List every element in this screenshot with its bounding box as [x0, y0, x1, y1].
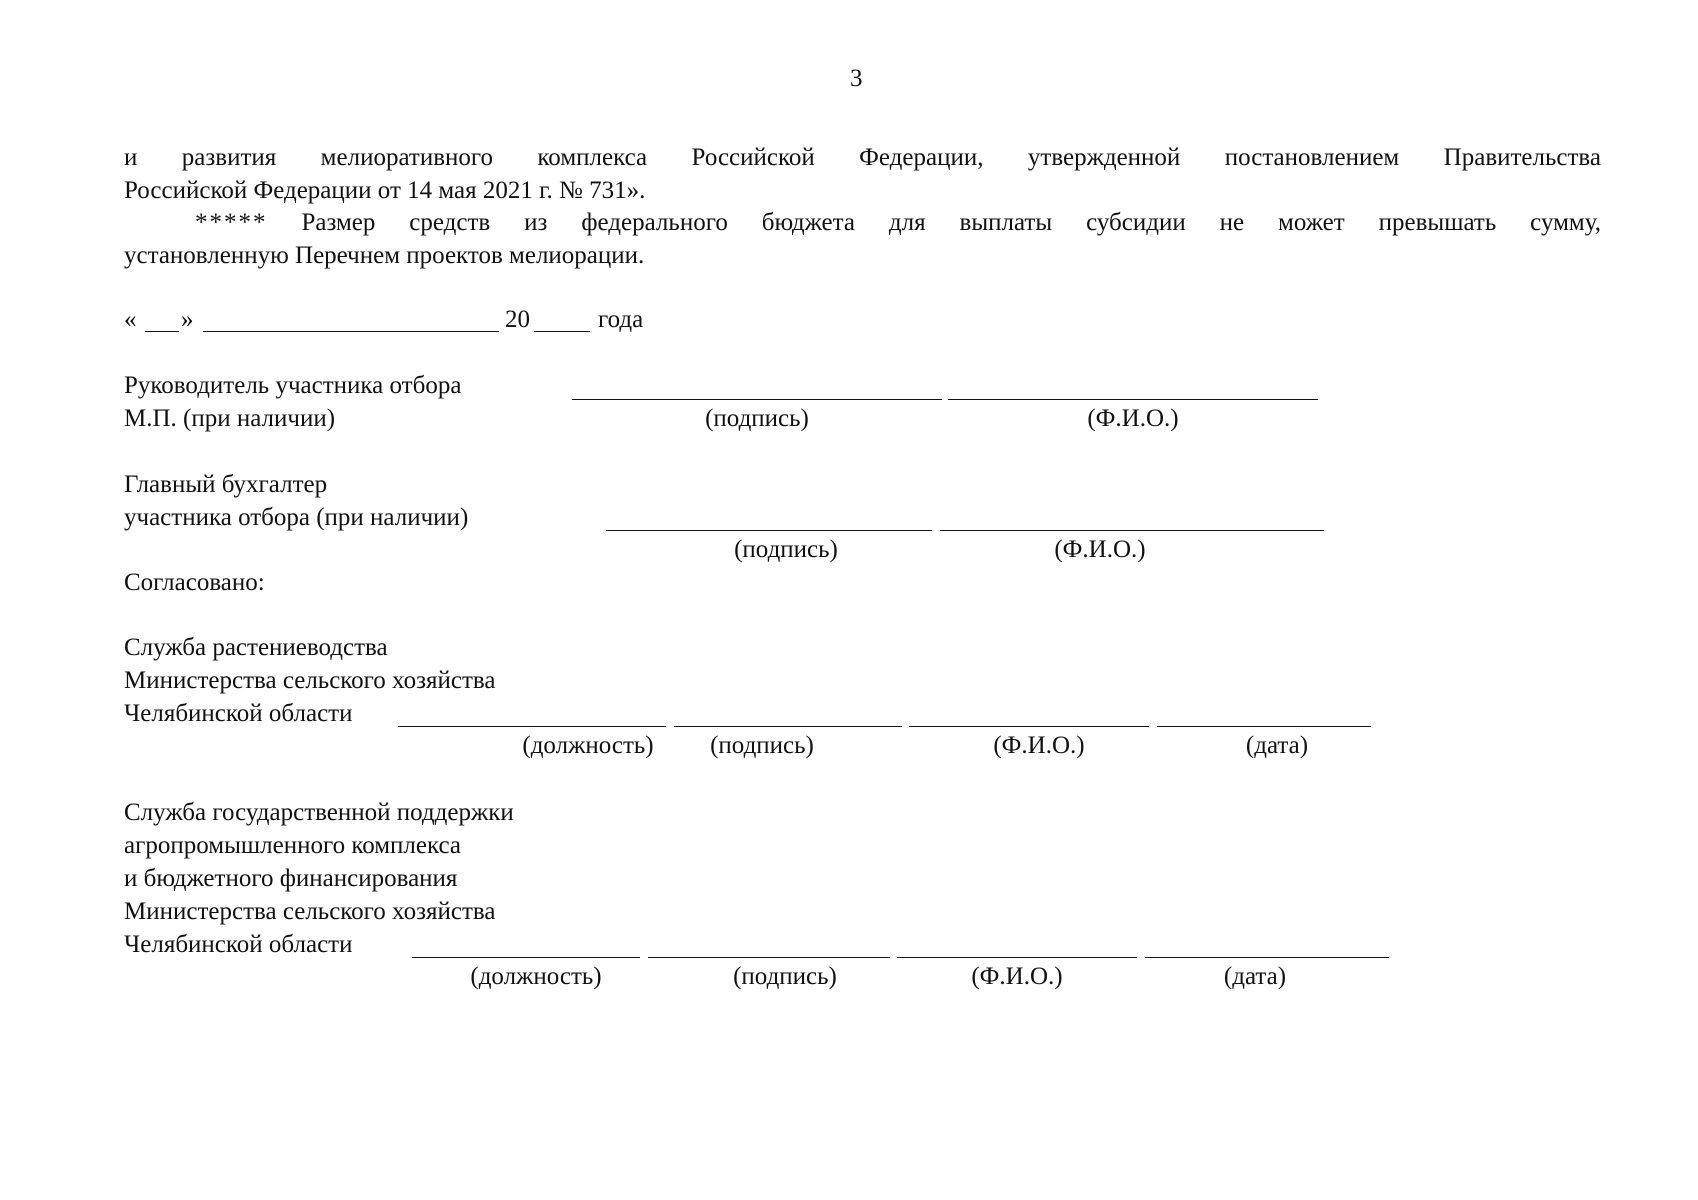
- page-number: 3: [850, 65, 863, 92]
- agreed-label: Согласовано:: [124, 569, 265, 596]
- date-open-quote: «: [124, 306, 137, 333]
- crop-signature-caption: (подпись): [710, 732, 814, 759]
- date-year-blank[interactable]: [534, 331, 590, 332]
- accountant-signature-blank[interactable]: [606, 530, 932, 531]
- footnote-paragraph: [195, 206, 1601, 239]
- crop-position-blank[interactable]: [398, 726, 666, 727]
- support-name-caption: (Ф.И.О.): [971, 963, 1063, 990]
- crop-service-label-1: Служба растениеводства: [124, 634, 388, 661]
- date-close-quote: »: [181, 306, 194, 333]
- crop-service-label-2: Министерства сельского хозяйства: [124, 667, 496, 694]
- crop-name-caption: (Ф.И.О.): [993, 732, 1085, 759]
- head-name-blank[interactable]: [948, 399, 1318, 400]
- accountant-signature-caption: (подпись): [734, 536, 838, 563]
- accountant-label-2: участника отбора (при наличии): [124, 504, 469, 531]
- accountant-label-1: Главный бухгалтер: [124, 471, 328, 498]
- footnote-line-1: Размер средств из федерального бюджета для выплаты субсидии не может превышать сумму,: [301, 209, 1602, 236]
- support-service-label-3: и бюджетного финансирования: [124, 865, 458, 892]
- support-date-caption: (дата): [1223, 963, 1287, 990]
- crop-position-caption: (должность): [522, 732, 654, 759]
- intro-line-2: Российской Федерации от 14 мая 2021 г. № 731».: [124, 177, 646, 204]
- support-signature-blank[interactable]: [648, 957, 890, 958]
- intro-line-1: и развития мелиоративного комплекса Российской Федерации, утвержденной постановлением Правительства: [124, 144, 1601, 171]
- date-century: 20: [505, 306, 530, 333]
- support-date-blank[interactable]: [1145, 957, 1389, 958]
- support-service-label-1: Служба государственной поддержки: [124, 799, 514, 826]
- date-day-blank[interactable]: [145, 331, 179, 332]
- crop-name-blank[interactable]: [909, 726, 1149, 727]
- head-label: Руководитель участника отбора: [124, 372, 462, 399]
- accountant-name-caption: (Ф.И.О.): [1054, 536, 1146, 563]
- support-name-blank[interactable]: [897, 957, 1137, 958]
- footnote-line-2: установленную Перечнем проектов мелиорации.: [124, 242, 645, 269]
- support-service-label-5: Челябинской области: [124, 931, 353, 958]
- crop-signature-blank[interactable]: [674, 726, 902, 727]
- support-position-caption: (должность): [470, 963, 602, 990]
- seal-label: М.П. (при наличии): [124, 405, 336, 432]
- support-service-label-4: Министерства сельского хозяйства: [124, 898, 496, 925]
- head-signature-caption: (подпись): [705, 405, 809, 432]
- date-suffix: года: [598, 306, 644, 333]
- crop-service-label-3: Челябинской области: [124, 700, 353, 727]
- footnote-mark: *****: [195, 209, 268, 236]
- crop-date-caption: (дата): [1245, 732, 1309, 759]
- date-month-blank[interactable]: [203, 331, 499, 332]
- support-service-label-2: агропромышленного комплекса: [124, 832, 462, 859]
- support-position-blank[interactable]: [412, 957, 640, 958]
- support-signature-caption: (подпись): [733, 963, 837, 990]
- head-name-caption: (Ф.И.О.): [1087, 405, 1179, 432]
- crop-date-blank[interactable]: [1157, 726, 1371, 727]
- head-signature-blank[interactable]: [572, 399, 942, 400]
- accountant-name-blank[interactable]: [940, 530, 1324, 531]
